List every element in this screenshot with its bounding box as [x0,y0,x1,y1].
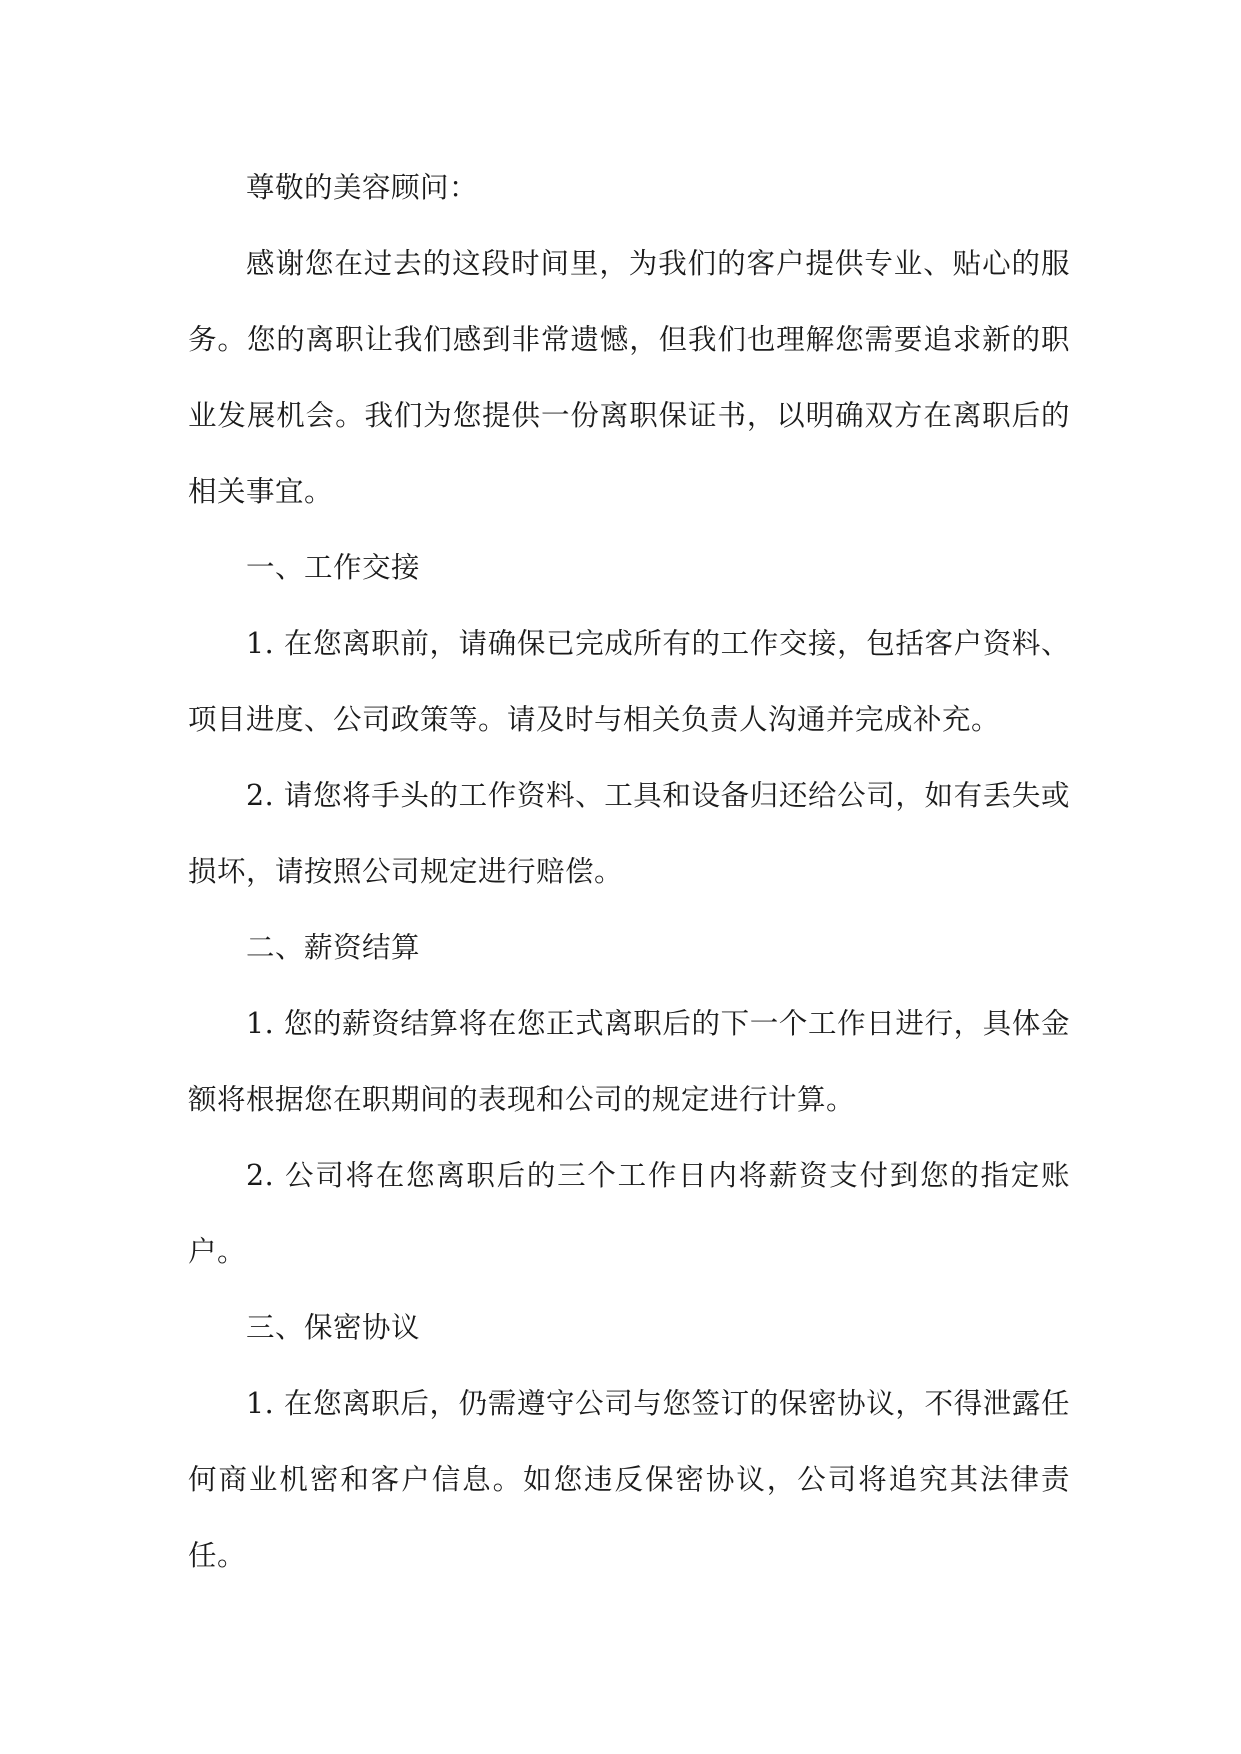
section-1-item-2: 2. 请您将手头的工作资料、工具和设备归还给公司，如有丢失或损坏，请按照公司规定进行赔偿。 [188,779,1070,888]
intro-paragraph: 感谢您在过去的这段时间里，为我们的客户提供专业、贴心的服务。您的离职让我们感到非常遗憾，但我们也理解您需要追求新的职业发展机会。我们为您提供一份离职保证书，以明确双方在离职后的相关事宜。 [188,247,1070,508]
section-heading-confidentiality: 三、保密协议 [246,1311,421,1344]
salutation: 尊敬的美容顾问： [246,171,479,204]
document-body [188,150,1070,1594]
section-heading-work-handover: 一、工作交接 [246,551,421,584]
section-2-item-2: 2. 公司将在您离职后的三个工作日内将薪资支付到您的指定账户。 [188,1159,1070,1268]
section-1-item-1: 1. 在您离职前，请确保已完成所有的工作交接，包括客户资料、项目进度、公司政策等。请及时与相关负责人沟通并完成补充。 [188,627,1070,736]
section-3-item-1: 1. 在您离职后，仍需遵守公司与您签订的保密协议，不得泄露任何商业机密和客户信息。如您违反保密协议，公司将追究其法律责任。 [188,1387,1070,1572]
section-2-item-1: 1. 您的薪资结算将在您正式离职后的下一个工作日进行，具体金额将根据您在职期间的表现和公司的规定进行计算。 [188,1007,1070,1116]
section-heading-salary-settlement: 二、薪资结算 [246,931,421,964]
